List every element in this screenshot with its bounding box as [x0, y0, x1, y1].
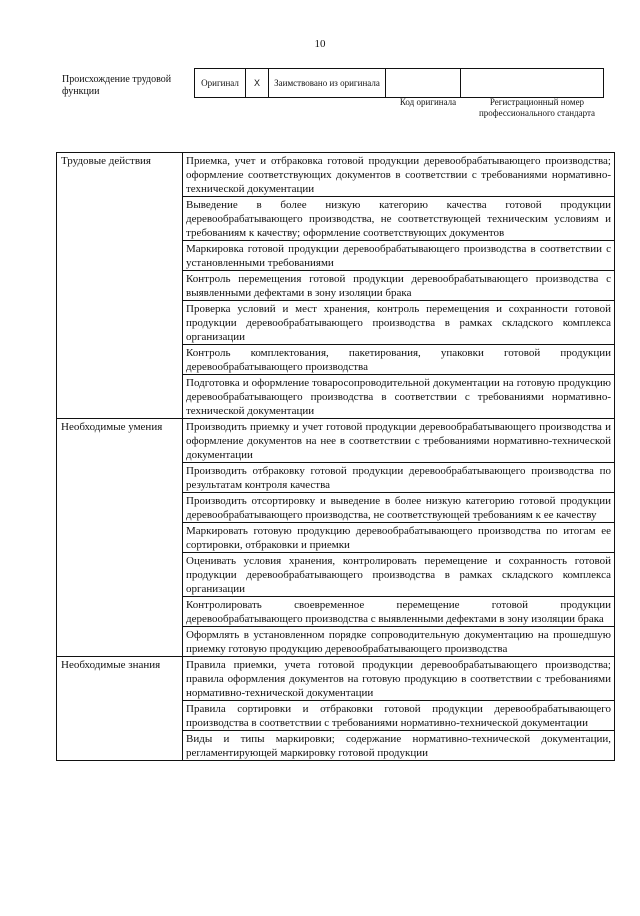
section-item: Оформлять в установленном порядке сопроводительную документацию на прошедшую приемку готовую продукцию деревообрабатывающего производства — [183, 627, 615, 657]
section-item: Производить приемку и учет готовой продукции деревообрабатывающего производства и оформление документов на нее в соответствии с требованиями нормативно-технической документации — [183, 419, 615, 463]
table-row — [57, 153, 615, 197]
section-item: Правила сортировки и отбраковки готовой продукции деревообрабатывающего производства в соответствии с требованиями нормативно-технической документации — [183, 701, 615, 731]
code-cell — [386, 69, 461, 98]
reg-number-cell — [461, 69, 604, 98]
table-row — [57, 419, 615, 463]
section-item: Приемка, учет и отбраковка готовой продукции деревообрабатывающего производства; оформление соответствующих документов в соответствии с требованиями нормативно-технической документации — [183, 153, 615, 197]
page-number: 10 — [314, 38, 326, 50]
section-item: Контроль перемещения готовой продукции деревообрабатывающего производства с выявленными дефектами в зону изоляции брака — [183, 271, 615, 301]
function-table — [56, 152, 615, 761]
section-item: Выведение в более низкую категорию качества готовой продукции деревообрабатывающего производства, не соответствующей техническим условиям и требованиям к качеству; оформление соответствующих документов — [183, 197, 615, 241]
section-label: Трудовые действия — [57, 153, 183, 419]
original-cell: Оригинал — [195, 69, 246, 98]
table-row — [57, 657, 615, 701]
section-item: Маркировать готовую продукцию деревообрабатывающего производства по итогам ее сортировки, отбраковки и приемки — [183, 523, 615, 553]
section-item: Производить отсортировку и выведение в более низкую категорию готовой продукции деревообрабатывающего производства, не соответствующей требованиям к ее качеству — [183, 493, 615, 523]
section-item: Производить отбраковку готовой продукции деревообрабатывающего производства по результатам контроля качества — [183, 463, 615, 493]
section-item: Виды и типы маркировки; содержание нормативно-технической документации, регламентирующей маркировку готовой продукции — [183, 731, 615, 761]
reg-number-caption: Регистрационный номер профессионального стандарта — [478, 97, 596, 118]
section-label: Необходимые умения — [57, 419, 183, 657]
borrowed-cell: Заимствовано из оригинала — [269, 69, 386, 98]
code-caption: Код оригинала — [399, 97, 457, 107]
origin-label: Происхождение трудовой функции — [62, 74, 172, 97]
section-label: Необходимые знания — [57, 657, 183, 761]
section-item: Маркировка готовой продукции деревообрабатывающего производства в соответствии с установленными требованиями — [183, 241, 615, 271]
section-item: Оценивать условия хранения, контролировать перемещение и сохранность готовой продукции деревообрабатывающего производства в рамках складского комплекса организации — [183, 553, 615, 597]
section-item: Контролировать своевременное перемещение готовой продукции деревообрабатывающего производства с выявленными дефектами в зону изоляции брака — [183, 597, 615, 627]
origin-table — [194, 68, 604, 98]
section-item: Проверка условий и мест хранения, контроль перемещения и сохранности готовой продукции деревообрабатывающего производства в рамках складского комплекса организации — [183, 301, 615, 345]
section-item: Правила приемки, учета готовой продукции деревообрабатывающего производства; правила оформления документов на готовую продукцию в соответствии с требованиями нормативно-технической документации — [183, 657, 615, 701]
section-item: Подготовка и оформление товаросопроводительной документации на готовую продукцию деревообрабатывающего производства в соответствии с требованиями нормативно-технической документации — [183, 375, 615, 419]
section-item: Контроль комплектования, пакетирования, упаковки готовой продукции деревообрабатывающего производства — [183, 345, 615, 375]
original-mark: X — [246, 69, 269, 98]
